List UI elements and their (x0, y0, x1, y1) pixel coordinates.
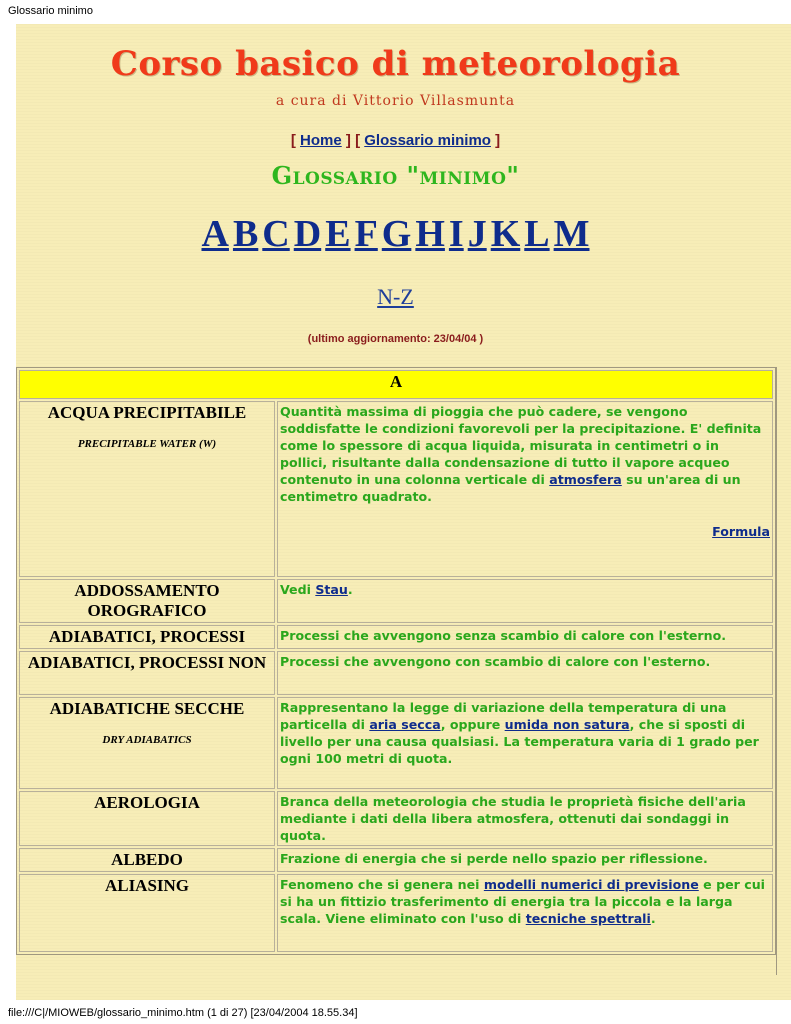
entry-definition (277, 697, 773, 789)
link-modelli-numerici[interactable]: modelli numerici di previsione (483, 877, 699, 892)
letter-link-h[interactable]: H (415, 213, 445, 255)
definition-text: Vedi (280, 582, 316, 597)
term-english: DRY ADIABATICS (102, 734, 192, 746)
definition-text: Branca della meteorologia che studia le proprietà fisiche dell'aria mediante i dati della libera atmosfera, ottenuti dai sondaggi in quota. (280, 794, 746, 843)
letter-link-k[interactable]: K (490, 213, 521, 255)
table-row (19, 370, 773, 399)
page-body (16, 24, 791, 1000)
letter-link-c[interactable]: C (262, 213, 290, 255)
definition-text: . (347, 582, 353, 597)
bracket-close: ] (341, 132, 351, 149)
table-row (19, 401, 773, 577)
glossary-link[interactable]: Glossario minimo (364, 132, 491, 149)
glossary-table (16, 367, 776, 955)
link-atmosfera[interactable]: atmosfera (549, 472, 622, 487)
entry-definition (277, 579, 773, 623)
letter-link-l[interactable]: L (524, 213, 550, 255)
letter-link-a[interactable]: A (201, 213, 229, 255)
term-label: ADIABATICI, PROCESSI NON (27, 653, 267, 672)
link-tecniche-spettrali[interactable]: tecniche spettrali (525, 911, 651, 926)
entry-term (19, 401, 275, 577)
bracket-open: [ (355, 132, 365, 149)
site-title: Corso basico di meteorologia (110, 44, 681, 84)
letter-link-g[interactable]: G (381, 213, 412, 255)
breadcrumb (16, 132, 775, 149)
definition-text: , oppure (440, 717, 505, 732)
letter-link-m[interactable]: M (553, 213, 590, 255)
term-english: PRECIPITABLE WATER (W) (77, 438, 217, 450)
entry-term (19, 579, 275, 623)
print-footer: file:///C|/MIOWEB/glossario_minimo.htm (1 di 27) [23/04/2004 18.55.34] (8, 1007, 358, 1019)
table-row (19, 697, 773, 789)
definition-text: Frazione di energia che si perde nello spazio per riflessione. (280, 851, 708, 866)
definition-text: , che si sposti di livello per una causa qualsiasi. La temperatura varia di 1 grado per ogni 100 metri di quota. (280, 717, 759, 766)
term-label: ADDOSSAMENTO OROGRAFICO (74, 581, 220, 620)
bracket-open: [ (290, 132, 301, 149)
definition-text: Processi che avvengono con scambio di calore con l'esterno. (280, 654, 711, 669)
home-link[interactable]: Home (300, 132, 342, 149)
entry-term (19, 625, 275, 649)
entry-definition (277, 791, 773, 846)
table-row (19, 625, 773, 649)
entry-term (19, 651, 275, 695)
site-subtitle: a cura di Vittorio Villasmunta (275, 93, 516, 109)
link-stau[interactable]: Stau (315, 582, 348, 597)
bracket-close: ] (490, 132, 501, 149)
entry-definition (277, 651, 773, 695)
definition-text: Quantità massima di pioggia che può cadere, se vengono soddisfatte le condizioni favorevoli per la precipitazione. E' definita come lo spessore di acqua liquida, misurata in centimetri o in pollici, risultante dalla condensazione di tutto il vapore acqueo contenuto in una colonna verticale di (280, 404, 762, 487)
entry-definition (277, 401, 773, 577)
letter-link-e[interactable]: E (325, 213, 351, 255)
letter-index (16, 212, 775, 256)
term-label: AEROLOGIA (94, 793, 200, 812)
table-row (19, 848, 773, 872)
definition-text: e per cui si ha un fittizio trasferimento di energia tra la piccola e la larga scala. Viene eliminato con l'uso di (280, 877, 765, 926)
formula-row (280, 523, 770, 540)
term-label: ADIABATICI, PROCESSI (48, 627, 246, 646)
entry-definition (277, 848, 773, 872)
link-aria-secca[interactable]: aria secca (369, 717, 441, 732)
page-title: Glossario "minimo" (271, 161, 520, 190)
term-label: ALBEDO (111, 850, 183, 869)
term-label: ACQUA PRECIPITABILE (47, 403, 247, 422)
letter-link-b[interactable]: B (232, 213, 259, 255)
term-label: ALIASING (104, 876, 190, 895)
definition-text: Fenomeno che si genera nei (280, 877, 484, 892)
letter-link-f[interactable]: F (354, 213, 378, 255)
formula-link[interactable]: Formula (712, 524, 770, 539)
entry-term (19, 697, 275, 789)
term-label: ADIABATICHE SECCHE (49, 699, 245, 718)
definition-text: . (650, 911, 656, 926)
page-edge-rule (776, 367, 777, 975)
letter-link-i[interactable]: I (448, 213, 464, 255)
link-umida-non-satura[interactable]: umida non satura (504, 717, 630, 732)
last-updated: (ultimo aggiornamento: 23/04/04 ) (307, 333, 484, 345)
entry-term (19, 874, 275, 952)
print-header: Glossario minimo (8, 5, 93, 17)
entry-term (19, 791, 275, 846)
entry-term (19, 848, 275, 872)
letter-link-n-z[interactable]: N-Z (377, 284, 414, 309)
table-row (19, 651, 773, 695)
table-row (19, 579, 773, 623)
entry-definition (277, 625, 773, 649)
letter-link-d[interactable]: D (293, 213, 322, 255)
table-row (19, 791, 773, 846)
definition-text: Processi che avvengono senza scambio di calore con l'esterno. (280, 628, 727, 643)
definition-text: su un'area di un centimetro quadrato. (280, 472, 741, 504)
table-row (19, 874, 773, 952)
letter-link-j[interactable]: J (467, 213, 487, 255)
definition-text: Rappresentano la legge di variazione della temperatura di una particella di (280, 700, 727, 732)
entry-definition (277, 874, 773, 952)
section-letter: A (19, 370, 773, 399)
nz-index (16, 284, 775, 310)
